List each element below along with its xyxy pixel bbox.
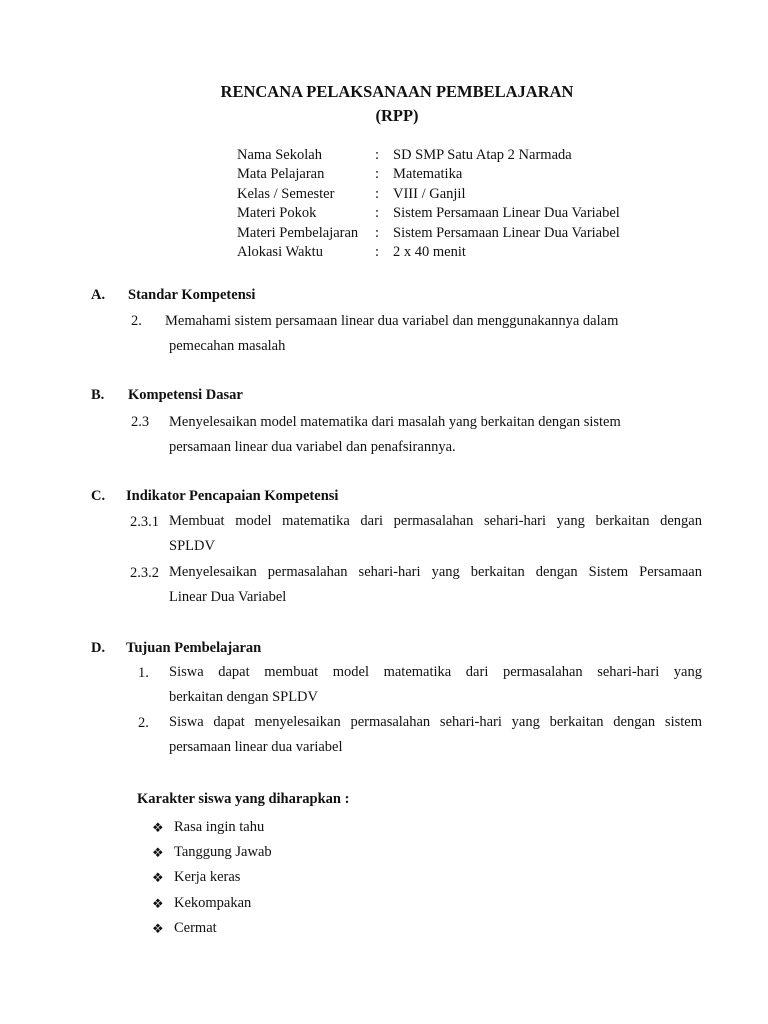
section-c-item-line2: Linear Dua Variabel [169,589,287,605]
info-value: 2 x 40 menit [393,243,466,260]
info-label: Mata Pelajaran [237,166,325,183]
info-label: Materi Pokok [237,205,317,222]
section-b-item-number: 2.3 [131,414,150,430]
list-item-text: Cermat [174,919,217,936]
diamond-bullet-icon: ❖ [152,820,164,835]
section-c-item-text [169,560,702,610]
section-c-item-line2: SPLDV [169,538,215,554]
section-a-letter: A. [91,287,106,303]
diamond-bullet-icon: ❖ [152,920,164,936]
section-c-item-line1: Menyelesaikan permasalahan sehari-hari yang berkaitan dengan Sistem Persamaan [169,564,702,580]
section-d-item-number: 2. [138,715,149,731]
section-b-item-line1: Menyelesaikan model matematika dari masalah yang berkaitan dengan sistem [169,414,621,430]
diamond-bullet-icon: ❖ [152,870,164,886]
info-separator: : [375,185,380,202]
list-item-text: Rasa ingin tahu [174,819,265,835]
info-separator: : [375,147,380,163]
section-a-item-line1: Memahami sistem persamaan linear dua variabel dan menggunakannya dalam [165,313,619,329]
info-separator: : [375,224,380,241]
info-value: Sistem Persamaan Linear Dua Variabel [393,224,620,241]
section-b-item-line2: persamaan linear dua variabel dan penafsirannya. [169,439,456,455]
list-item-text: Kekompakan [174,894,252,911]
section-a-title: Standar Kompetensi [128,287,256,303]
section-c-item-number: 2.3.2 [130,565,159,581]
section-b-letter: B. [91,387,105,403]
document-subtitle: (RPP) [375,106,419,125]
info-separator: : [375,243,380,260]
karakter-title: Karakter siswa yang diharapkan : [137,791,350,807]
info-label: Materi Pembelajaran [237,224,359,241]
info-value: Matematika [393,166,463,183]
section-d-item-line1: Siswa dapat menyelesaikan permasalahan sehari-hari yang berkaitan dengan sistem [169,714,702,730]
info-separator: : [375,166,380,183]
section-d-item-line2: berkaitan dengan SPLDV [169,689,318,705]
info-label: Alokasi Waktu [237,243,323,260]
info-label: Kelas / Semester [237,185,335,202]
info-label: Nama Sekolah [237,147,322,163]
document-title: RENCANA PELAKSANAAN PEMBELAJARAN [220,82,574,101]
section-c-item-text [169,509,702,559]
diamond-bullet-icon: ❖ [152,845,164,861]
section-c-item-line1: Membuat model matematika dari permasalahan sehari-hari yang berkaitan dengan [169,513,702,529]
section-a-item-number: 2. [131,313,142,329]
diamond-bullet-icon: ❖ [152,895,164,911]
info-value: Sistem Persamaan Linear Dua Variabel [393,205,620,222]
section-d-item-text [169,710,702,760]
info-separator: : [375,205,380,222]
section-b-title: Kompetensi Dasar [128,387,243,403]
list-item-text: Tanggung Jawab [174,844,272,861]
section-d-item-line2: persamaan linear dua variabel [169,739,343,755]
section-c-item-number: 2.3.1 [130,514,159,530]
section-c-title: Indikator Pencapaian Kompetensi [126,488,339,504]
section-a-item-line2: pemecahan masalah [169,338,286,354]
section-d-title: Tujuan Pembelajaran [126,640,262,656]
section-d-item-line1: Siswa dapat membuat model matematika dari permasalahan sehari-hari yang [169,664,702,680]
section-d-item-number: 1. [138,665,149,681]
info-value: SD SMP Satu Atap 2 Narmada [393,147,572,163]
section-d-letter: D. [91,640,106,656]
section-c-letter: C. [91,488,106,504]
info-value: VIII / Ganjil [393,185,466,202]
section-d-item-text [169,660,702,710]
list-item-text: Kerja keras [174,869,241,886]
